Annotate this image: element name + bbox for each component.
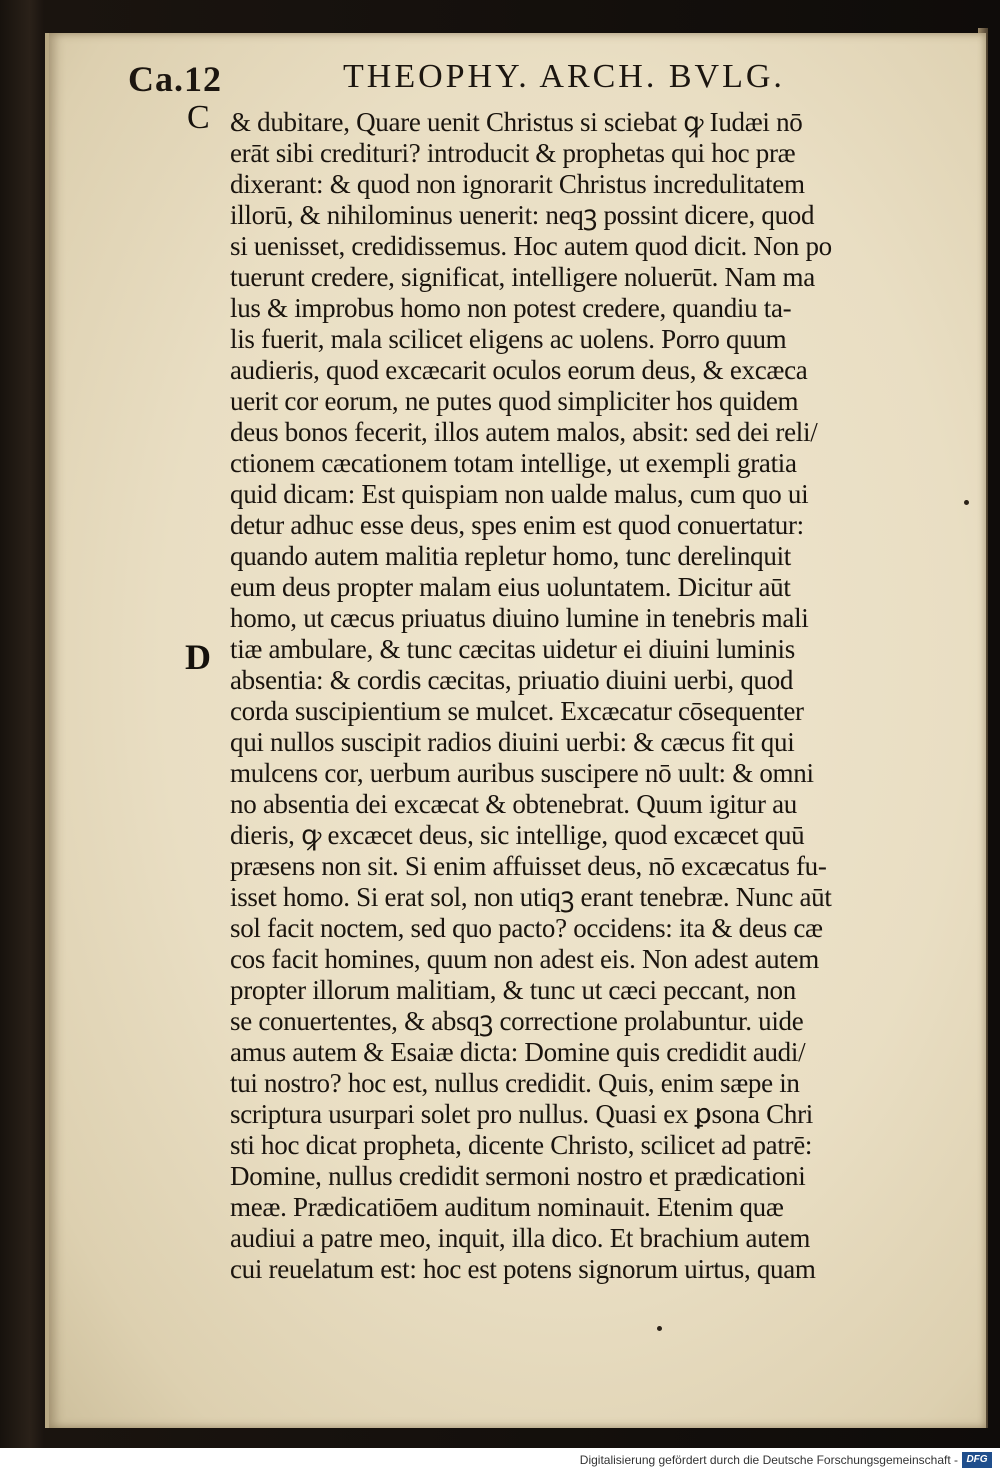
text-line: quid dicam: Est quispiam non ualde malus, cum quo ui: [230, 479, 809, 509]
margin-letter-d: D: [185, 637, 211, 677]
text-line: audieris, quod excæcarit oculos eorum deus, & excæca: [230, 355, 808, 385]
text-line: tuerunt credere, significat, intelligere noluerūt. Nam ma: [230, 262, 815, 292]
dfg-logo: DFG: [962, 1452, 992, 1468]
text-line: meæ. Prædicatiōem auditum nominauit. Etenim quæ: [230, 1192, 784, 1222]
text-line: homo, ut cæcus priuatus diuino lumine in tenebris mali: [230, 603, 809, 633]
text-line: dieris, ꝙ excæcet deus, sic intellige, quod excæcet quū: [230, 820, 805, 850]
text-line: propter illorum malitiam, & tunc ut cæci peccant, non: [230, 975, 796, 1005]
text-line: si uenisset, credidissemus. Hoc autem quod dicit. Non po: [230, 231, 832, 261]
dfg-credit-text: Digitalisierung gefördert durch die Deutsche Forschungsgemeinschaft -: [579, 1453, 958, 1467]
text-line: corda suscipientium se mulcet. Excæcatur cōsequenter: [230, 696, 804, 726]
text-line: qui nullos suscipit radios diuini uerbi: & cæcus fit qui: [230, 727, 795, 757]
text-line: cos facit homines, quum non adest eis. Non adest autem: [230, 944, 819, 974]
text-line: uerit cor eorum, ne putes quod simpliciter hos quidem: [230, 386, 799, 416]
text-line: no absentia dei excæcat & obtenebrat. Quum igitur au: [230, 789, 797, 819]
text-line: & dubitare, Quare uenit Christus si sciebat ꝙ Iudæi nō: [230, 107, 803, 137]
text-line: cui reuelatum est: hoc est potens signorum uirtus, quam: [230, 1254, 816, 1284]
text-line: audiui a patre meo, inquit, illa dico. Et brachium autem: [230, 1223, 811, 1253]
folio-number: Ca.12: [128, 59, 222, 99]
text-line: tui nostro? hoc est, nullus credidit. Quis, enim sæpe in: [230, 1068, 800, 1098]
text-line: sol facit noctem, sed quo pacto? occidens: ita & deus cæ: [230, 913, 823, 943]
text-line: se conuertentes, & absqꝫ correctione prolabuntur. uide: [230, 1006, 804, 1036]
text-line: ctionem cæcationem totam intellige, ut exempli gratia: [230, 448, 797, 478]
text-line: mulcens cor, uerbum auribus suscipere nō uult: & omni: [230, 758, 814, 788]
ink-speck: [964, 500, 969, 505]
margin-letter-c: C: [187, 99, 210, 136]
ink-speck: [657, 1326, 662, 1331]
text-line: lis fuerit, mala scilicet eligens ac uolens. Porro quum: [230, 324, 787, 354]
text-line: dixerant: & quod non ignorarit Christus incredulitatem: [230, 169, 805, 199]
body-text: [230, 107, 930, 1285]
text-line: isset homo. Si erat sol, non utiqꝫ erant tenebræ. Nunc aūt: [230, 882, 832, 912]
text-line: lus & improbus homo non potest credere, quandiu ta-: [230, 293, 792, 323]
page-header: [128, 58, 928, 108]
running-title: THEOPHY. ARCH. BVLG.: [343, 58, 785, 95]
text-line: absentia: & cordis cæcitas, priuatio diuini uerbi, quod: [230, 665, 794, 695]
text-line: præsens non sit. Si enim affuisset deus, nō excæcatus fu-: [230, 851, 827, 881]
text-line: tiæ ambulare, & tunc cæcitas uidetur ei diuini luminis: [230, 634, 795, 664]
text-line: amus autem & Esaiæ dicta: Domine quis credidit audi/: [230, 1037, 806, 1067]
text-line: quando autem malitia repletur homo, tunc derelinquit: [230, 541, 791, 571]
text-line: deus bonos fecerit, illos autem malos, absit: sed dei reli/: [230, 417, 818, 447]
text-line: erāt sibi credituri? introducit & prophetas qui hoc præ: [230, 138, 796, 168]
text-line: Domine, nullus credidit sermoni nostro et prædicationi: [230, 1161, 806, 1191]
text-line: illorū, & nihilominus uenerit: neqꝫ possint dicere, quod: [230, 200, 815, 230]
text-line: scriptura usurpari solet pro nullus. Quasi ex ꝑsona Chri: [230, 1099, 813, 1129]
text-line: sti hoc dicat propheta, dicente Christo, scilicet ad patrē:: [230, 1130, 813, 1160]
text-line: detur adhuc esse deus, spes enim est quod conuertatur:: [230, 510, 804, 540]
text-line: eum deus propter malam eius uoluntatem. Dicitur aūt: [230, 572, 791, 602]
